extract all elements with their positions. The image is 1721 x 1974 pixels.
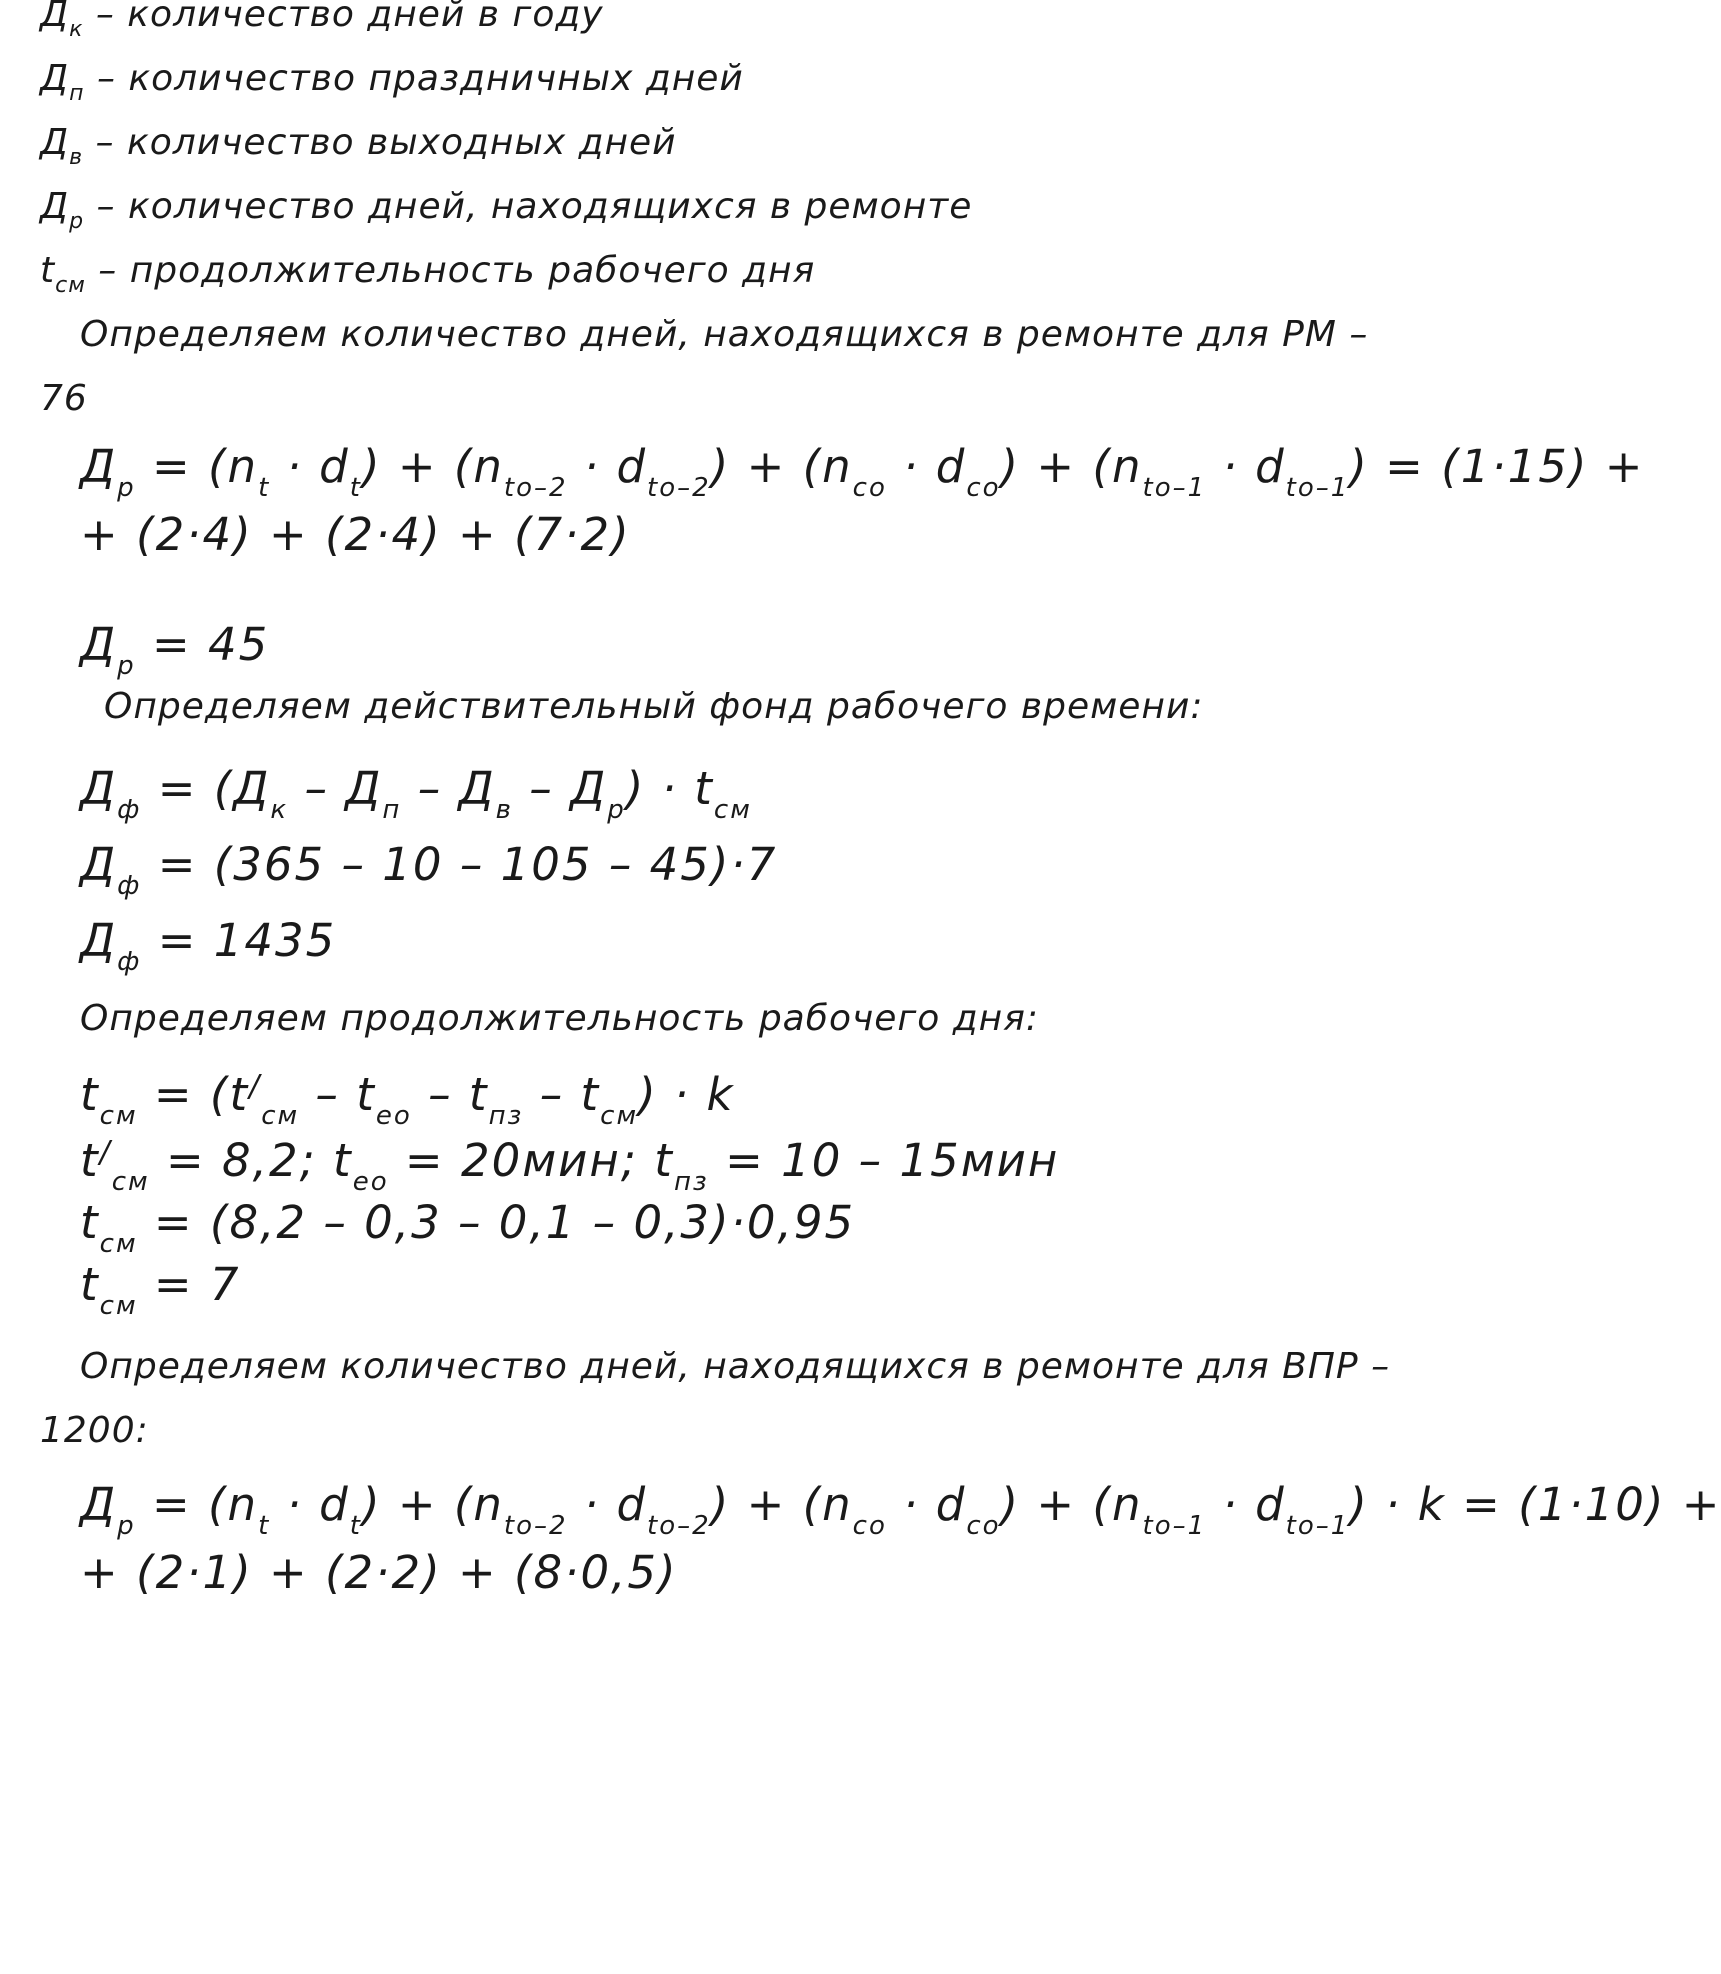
definition-line: $t_{см}$ – продолжительность рабочего дня — [40, 250, 816, 298]
definition-line: $Д_р$ – количество дней, находящихся в ремонте — [40, 186, 973, 234]
definition-line: $Д_в$ – количество выходных дней — [40, 122, 677, 170]
formula-work-fund-calc: $Д_ф = (365 - 10 - 105 - 45)\cdot 7$ — [80, 838, 778, 901]
formula-shift-length: $t_{см} = (t/_{см} - t_{ео} - t_{пз} - t_{см}) \cdot k$ — [80, 1068, 735, 1131]
formula-repair-days-vpr-cont: + (2·1) + (2·2) + (8·0,5) — [80, 1546, 678, 1599]
formula-shift-params: $t/_{см} = 8,2$; $t_{ео} = 20мин$; $t_{пз} = 10 - 15мин$ — [80, 1134, 1060, 1197]
formula-result: $t_{см} = 7$ — [80, 1258, 241, 1321]
paragraph: Определяем количество дней, находящихся в ремонте для ВПР – — [80, 1346, 1391, 1387]
definition-line: $Д_к$ – количество дней в году — [40, 0, 604, 42]
formula-repair-days-vpr: $Д_р = (n_t \cdot d_t) + (n_{to-2} \cdot d_{to-2}) + (n_{co} \cdot d_{co}) + (n_{to-1} \cdot d_{to-1}) \cdot k = (1\cdot 10)$ + — [80, 1478, 1721, 1541]
definition-line: $Д_п$ – количество праздничных дней — [40, 58, 744, 106]
formula-work-fund: $Д_ф = (Д_к - Д_п - Д_в - Д_р) \cdot t_{см}$ — [80, 762, 752, 825]
paragraph: 1200: — [40, 1410, 149, 1451]
paragraph: Определяем продолжительность рабочего дня: — [80, 998, 1039, 1039]
paragraph: Определяем количество дней, находящихся в ремонте для РМ – — [80, 314, 1369, 355]
formula-repair-days-cont: + (2·4) + (2·4) + (7·2) — [80, 508, 631, 561]
formula-result: $Д_ф = 1435$ — [80, 914, 337, 977]
formula-repair-days: $Д_р = (n_t \cdot d_t) + (n_{to-2} \cdot d_{to-2}) + (n_{co} \cdot d_{co}) + (n_{to-1} \cdot d_{to-1}) = (1\cdot 15)$ + — [80, 440, 1645, 503]
formula-shift-calc: $t_{см} = (8,2 - 0,3 - 0,1 - 0,3)\cdot 0,95$ — [80, 1196, 856, 1259]
formula-result: $Д_р = 45$ — [80, 618, 270, 681]
paragraph: Определяем действительный фонд рабочего времени: — [104, 686, 1204, 727]
paragraph: 76 — [40, 378, 88, 419]
